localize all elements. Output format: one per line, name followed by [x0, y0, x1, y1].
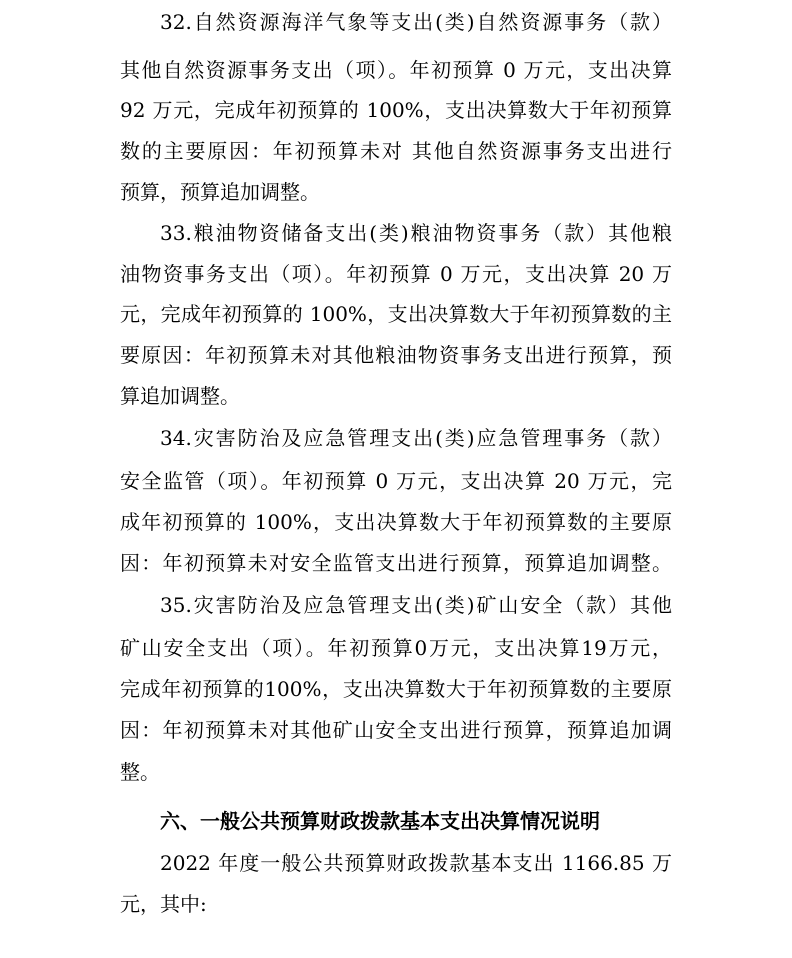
text-line: 元，其中:	[120, 892, 207, 916]
text-line: 数的主要原因：年初预算未对 其他自然资源事务支出进行	[120, 139, 672, 163]
text-line: 其他自然资源事务支出（项）。年初预算 0 万元，支出决算	[120, 58, 672, 82]
text-line: 元，完成年初预算的 100%，支出决算数大于年初预算数的主	[120, 302, 672, 326]
text-line: 33.粮油物资储备支出(类)粮油物资事务（款）其他粮	[160, 221, 672, 245]
text-line: 34.灾害防治及应急管理支出(类)应急管理事务（款）	[160, 426, 672, 450]
text-line: 安全监管（项）。年初预算 0 万元，支出决算 20 万元，完	[120, 469, 672, 493]
text-line: 油物资事务支出（项）。年初预算 0 万元，支出决算 20 万	[120, 262, 672, 286]
text-line: 算追加调整。	[120, 384, 240, 408]
text-line: 预算，预算追加调整。	[120, 180, 320, 204]
text-line: 因：年初预算未对安全监管支出进行预算，预算追加调整。	[120, 551, 672, 575]
text-line: 整。	[120, 760, 160, 784]
text-line: 矿山安全支出（项）。年初预算0万元，支出决算19万元，	[120, 636, 672, 660]
text-line: 35.灾害防治及应急管理支出(类)矿山安全（款）其他	[160, 593, 672, 617]
text-line: 成年初预算的 100%，支出决算数大于年初预算数的主要原	[120, 510, 672, 534]
text-line: 32.自然资源海洋气象等支出(类)自然资源事务（款）	[160, 10, 672, 34]
text-line: 92 万元，完成年初预算的 100%，支出决算数大于年初预算	[120, 98, 672, 122]
text-line: 2022 年度一般公共预算财政拨款基本支出 1166.85 万	[160, 851, 672, 875]
section-heading: 六、一般公共预算财政拨款基本支出决算情况说明	[160, 809, 600, 833]
text-line: 要原因：年初预算未对其他粮油物资事务支出进行预算，预	[120, 343, 672, 367]
text-line: 完成年初预算的100%，支出决算数大于年初预算数的主要原	[120, 677, 672, 701]
text-line: 因：年初预算未对其他矿山安全支出进行预算，预算追加调	[120, 718, 672, 742]
